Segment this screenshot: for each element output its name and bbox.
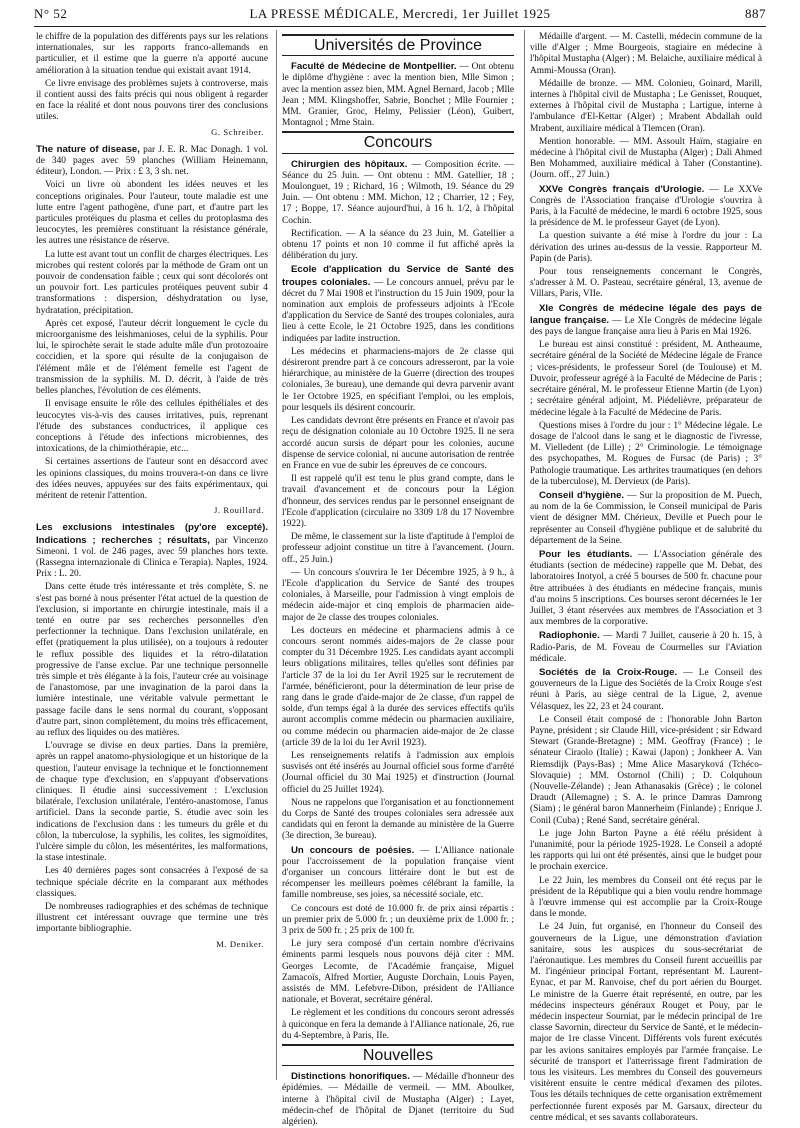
paragraph: Si certaines assertions de l'auteur sont en désaccord avec les opinions classiques, du moins trouvera-t-on dans ce livre des idées neuves, appuyées sur des faits expérimentaux, qui méritent de retenir l'attention. (36, 457, 268, 501)
paragraph: Médaille d'argent. — M. Castelli, médecin commune de la ville d'Alger ; Mme Bourgeois, stagiaire en médecine à l'hôpital Mustapha (Alger) ; M. Belaiche, auxiliaire médical à Ammi-Moussa (Oran). (530, 32, 762, 76)
column-divider (524, 30, 525, 1080)
subheading: Ecole d'application du Service de Santé des troupes coloniales. (282, 264, 514, 288)
paragraph: Le bureau est ainsi constitué : président, M. Antheaume, secrétaire général de la Société de Médecine légale de France ; vices-présidents, le professeur Sorel (de Toulouse) et M. Duvoir, professeur agrégé à la Faculté de Médecine de Paris ; secrétaire général, M. le professeur Etienne Martin (de Lyon) ; secrétaire général adjoint, M. Piédelièvre, préparateur de médecine légale à la Faculté de Médecine de Paris. (530, 340, 762, 418)
paragraph: Dans cette étude très intéressante et très complète, S. ne s'est pas borné à nous présenter l'état actuel de la question de l'exclusion, si importante en chirurgie intestinale, mais il a tenté en outre par ses recherches personnelles d'en perfectionner la technique. Dans l'exclusion unilatérale, en effet (pratiquement la plus utilisée), on a toujours à redouter le reflux possible des liquides et la rétro-dilatation progressive de l'anse exclue. Par une technique personnelle très simple et très élégante à la fois, l'auteur crée au voisinage de l'anastomose, par une invagination de la paroi dans la lumière intestinale, une véritable valvule permettant le passage facile dans le sens normal du courant, s'opposant d'autre part, sinon complètement, du moins très efficacement, au reflux des liquides ou des matières. (36, 582, 268, 738)
column-2 (282, 32, 515, 1128)
column-divider (276, 30, 277, 1080)
subheading: XIe Congrès de médecine légale des pays de langue française. (530, 302, 762, 326)
book-title: Les exclusions intestinales (py'ore excepté). Indications ; recherches ; résultats, (36, 522, 268, 546)
journal-title: LA PRESSE MÉDICALE, Mercredi, 1er Juillet 1925 (249, 6, 551, 21)
subheading: Sociétés de la Croix-Rouge. (539, 666, 678, 678)
signature: M. Deniker. (216, 938, 264, 949)
section-title: Concours (282, 131, 514, 153)
page-header (34, 6, 766, 24)
paragraph: Voici un livre où abondent les idées neuves et les conceptions originales. Pour l'auteur, toute maladie est une lutte entre l'agent pathogène, d'une part, et d'autre part les particules protéiques du plasma et celles du protoplasma des leucocytes, les premières constituant la résistance générale, les autres une résistance de réserve. (36, 180, 268, 247)
subheading: Pour les étudiants. (539, 548, 633, 560)
paragraph: Ce livre envisage des problèmes sujets à controverse, mais il contient aussi des faits précis qui nous obligent à regarder en face la réalité et dont nous pouvons tirer des conclusions utiles. (36, 78, 268, 123)
paragraph: Ecole d'application du Service de Santé des troupes coloniales. — Le concours annuel, prévu par le décret du 7 Mai 1908 et l'instruction du 15 Juin 1909, pour la nomination aux emplois de professeurs adjoints à l'Ecole d'application du Service de Santé des troupes coloniales, aura lieu à cette Ecole, le 21 Octobre 1925, dans les conditions indiquées par ladite instruction. (282, 264, 514, 344)
paragraph: Le juge John Barton Payne a été réélu président à l'unanimité, pour la période 1925-1928. Le Conseil a adopté les rapports qui lui ont été présentés, ainsi que le budget pour le prochain exercice. (530, 828, 762, 873)
paragraph: — Un concours s'ouvrira le 1er Décembre 1925, à 9 h., à l'Ecole d'application du Service de Santé des troupes coloniales, à Marseille, pour l'admission à vingt emplois de médecin aide-major et cinq emplois de pharmacien aide-major de 2e classe des troupes coloniales. (282, 567, 514, 623)
paragraph: Un concours de poésies. — L'Alliance nationale pour l'accroissement de la population française vient d'organiser un concours littéraire dont le but est de récompenser les meilleurs poèmes célébrant la famille, la famille nombreuse, ses joies, sa nécessité sociale, etc. (282, 844, 514, 901)
subheading: Distinctions honorifiques. (291, 1071, 410, 1083)
paragraph: Les renseignements relatifs à l'admission aux emplois susvisés ont été insérés au Journal officiel sous forme d'arrêté (Journal officiel du 30 Mai 1925) et d'instruction (Journal officiel du 25 Juillet 1924). (282, 750, 514, 795)
paragraph: Après cet exposé, l'auteur décrit longuement le cycle du microorganisme des leishmanioses, celui de la syphilis. Pour lui, le spirochète serait le stade adulte mâle d'un protozoaire coccidien, et la spore qui résulte de la conjugaison de l'élément mâle et de l'élément femelle est l'agent de transmission de la syphilis. M. D. décrit, à l'aide de très belles planches, l'évolution de ces éléments. (36, 318, 268, 397)
paragraph: le chiffre de la population des différents pays sur les relations internationales, sur les rapports franco-allemands en particulier, et il estime que la guerre n'a apporté aucune amélioration à la situation tendue qui existait avant 1914. (36, 32, 268, 76)
paragraph: Il est rappelé qu'il est tenu le plus grand compte, dans le travail d'avancement et de concours pour la Légion d'honneur, des services rendus par le personnel enseignant de l'Ecole d'application (circulaire no 3309 1/8 du 17 Novembre 1922). (282, 474, 514, 529)
subheading: Radiophonie. (539, 630, 600, 642)
header-rule (34, 26, 766, 27)
subheading: Un concours de poésies. (291, 844, 415, 856)
paragraph: Sociétés de la Croix-Rouge. — Le Conseil des gouverneurs de la Ligue des Sociétés de la Croix Rouge s'est réuni à Paris, au siège central de la Ligue, 2, avenue Vélasquez, les 22, 23 et 24 courant. (530, 666, 762, 712)
paragraph: Le Conseil était composé de : l'honorable John Barton Payne, président ; sir Claude Hill, vice-président ; sir Edward Stewart (Grande-Bretagne) ; MM. Geoffray (France) ; le sénateur Ciraolo (Italie) ; Kawai (Japon) ; Jonkheer A. Van Riemsdijk (Pays-Bas) ; Mme Alice Masaryková (Tchéco-Slovaquie) ; MM. Ostornol (Chili) ; D. Colquhoun (Nouvelle-Zélande) ; Jean Athanasakis (Grèce) ; le colonel Draudt (Allemagne) ; S. A. le prince Damras Damrong (Siam) ; le général baron Mannerheim (Finlande) ; Enrique J. Conil (Cuba) ; René Sand, secrétaire général. (530, 714, 762, 826)
section-title: Nouvelles (282, 1044, 514, 1066)
subheading: Conseil d'hygiène. (539, 489, 625, 501)
paragraph: Les 40 dernières pages sont consacrées à l'exposé de sa technique spéciale décrite en la comparant aux méthodes classiques. (36, 866, 268, 899)
paragraph: Les médecins et pharmaciens-majors de 2e classe qui désireront prendre part à ce concours adresseront, par la voie hiérarchique, au ministère de la Guerre (direction des troupes coloniales, 3e bureau), une demande qui devra parvenir avant le 1er Octobre 1925, en spécifiant l'emploi, ou les emplois, pour lesquels ils désirent concourir. (282, 346, 514, 413)
paragraph: Pour les étudiants. — L'Association générale des étudiants (section de médecine) rappelle que M. Debat, des laboratoires Inotyol, a créé 5 bourses de 500 fr. chacune pour être attribuées à des étudiants en médecine français, munis d'au moins 5 inscriptions. Ces bourses seront décernées le 1er Juillet, 3 étant réservées aux membres de l'Association et 3 aux membres de la corporative. (530, 548, 762, 628)
book-title: The nature of disease, (36, 143, 140, 155)
paragraph: Faculté de Médecine de Montpellier. — Ont obtenu le diplôme d'hygiène : avec la mention bien, Mlle Simon ; avec la mention assez bien, MM. Agnel Bernard, Jacob ; Mlle Jean ; MM. Klingshoffer, Sabrie, Bonchet ; Mlle Fournier ; MM. Granier, Groc, Helmy, Pelissier (Léon), Guibert, Montagnol ; Mme Stain. (282, 61, 514, 129)
paragraph: Le 22 Juin, les membres du Conseil ont été reçus par le président de la République qui a bien voulu rendre hommage à l'œuvre immense qui est accomplie par la Croix-Rouge dans le monde. (530, 875, 762, 920)
paragraph: Les candidats devront être présents en France et n'avoir pas reçu de désignation coloniale au 10 Octobre 1925. Il ne sera accordé aucun sursis de départ pour les colonies, aucune dispense de service colonial, ni aucune autorisation de rentrée en France en vue de subir les épreuves de ce concours. (282, 416, 514, 471)
page-number: 887 (745, 6, 766, 21)
paragraph: Les docteurs en médecine et pharmaciens admis à ce concours seront nommés aides-majors de 2e classe pour compter du 31 Décembre 1925. Les candidats ayant accompli leurs obligations militaires, telles qu'elles sont définies par l'article 37 de la loi du 1er Avril 1925 sur le recrutement de l'armée, bénéficieront, pour la détermination de leur prise de rang dans le grade d'aide-major de 2e classe, d'un rappel de solde, d'un temps égal à la durée des services effectifs qu'ils auront accomplis comme médecin ou pharmacien auxiliaire, ou comme médecin ou pharmacien aide-major de 2e classe (article 39 de la loi du 1er Avril 1923). (282, 625, 514, 748)
subheading: Chirurgien des hôpitaux. (291, 158, 408, 170)
book-details: par Vincenzo Simeoni. 1 vol. de 246 pages, avec 59 planches hors texte. (Rassegna internazionale di Clinica e Terapia). Naples, 1924. Prix : L. 20. (36, 535, 268, 580)
paragraph: Ce concours est doté de 10.000 fr. de prix ainsi répartis : un premier prix de 5.000 fr. ; un deuxième prix de 1.000 fr. ; 3 prix de 500 fr. ; 25 prix de 100 fr. (282, 903, 514, 937)
paragraph: Le jury sera composé d'un certain nombre d'écrivains éminents parmi lesquels nous pouvons déjà citer : MM. Georges Lecomte, de l'Académie française, Miguel Zamacoïs, Alfred Mortier, Auguste Dorchain, Louis Payen, assistés de MM. Lefebvre-Dibon, président de l'Alliance nationale, et Boverat, secrétaire général. (282, 939, 514, 1006)
paragraph: Le 24 Juin, fut organisé, en l'honneur du Conseil des gouverneurs de la Ligue, une démonstration d'aviation sanitaire, sous les auspices du sous-secrétariat de l'aéronautique. Les membres du Conseil furent accueillis par M. l'ingénieur principal Fortant, représentant M. Laurent-Eynac, et par M. Ranvoise, chef du port aérien du Bourget. Le ministre de la Guerre était représenté, en outre, par les médecins inspecteurs généraux Rouget et Pouy, par le médecin inspecteur Sourniat, par le médecin principal de 1re classe Savornin, directeur du Service de Santé, et le médecin-major de 1re classe Vincent. Différents vols furent exécutés par les avions sanitaires employés par l'armée française. Le sécurité de transport et l'atterrissage firent l'admiration de tous les visiteurs. Les membres du Conseil des gouverneurs visitèrent ensuite le centre médical d'examen des pilotes. Tous les détails techniques de cette organisation extrêmement perfectionnée furent exposés par M. Garsaux, directeur du centre médical, et ses savants collaborateurs. (530, 922, 762, 1123)
subheading: XXVe Congrès français d'Urologie. (539, 183, 705, 195)
paragraph: Distinctions honorifiques. — Médaille d'honneur des épidémies. — Médaille de vermeil. — MM. Aboulker, interne à l'hôpital civil de Mustapha (Alger) ; Layet, médecin-chef de l'hôpital de Djanet (territoire du Sud algérien). (282, 1071, 515, 1128)
paragraph: Chirurgien des hôpitaux. — Composition écrite. — Séance du 25 Juin. — Ont obtenu : MM. Gatellier, 18 ; Moulonguet, 19 ; Richard, 16 ; Wilmoth, 19. Séance du 29 Juin. — Ont obtenu : MM. Michon, 12 ; Charrier, 12 ; Fey, 17 ; Boppe, 17. Séance aujourd'hui, à 16 h. 1/2, à l'hôpital Cochin. (282, 158, 514, 226)
paragraph: Conseil d'hygiène. — Sur la proposition de M. Puech, au nom de la 6e Commission, le Conseil municipal de Paris vient de désigner MM. Chérieux, Deville et Puech pour le représenter au Conseil d'hygiène publique et de salubrité du département de la Seine. (530, 489, 762, 546)
paragraph: Pour tous renseignements concernant le Congrès, s'adresser à M. O. Pasteau, secrétaire général, 13, avenue de Villars, Paris, VIIe. (530, 267, 762, 300)
paragraph: La question suivante a été mise à l'ordre du jour : La dérivation des urines au-dessus de la vessie. Rapporteur M. Papin (de Paris). (530, 231, 762, 264)
paragraph: Nous ne rappelons que l'organisation et au fonctionnement du Corps de Santé des troupes coloniales sera adressée aux candidats qui en feront la demande au ministère de la Guerre (3e direction, 3e bureau). (282, 797, 514, 842)
paragraph: XXVe Congrès français d'Urologie. — Le XXVe Congrès de l'Association française d'Urologie s'ouvrira à Paris, à la Faculté de médecine, le mardi 6 octobre 1925, sous la présidence de M. le professeur Gayet (de Lyon). (530, 183, 762, 229)
column-1 (36, 32, 268, 1078)
paragraph: Médaille de bronze. — MM. Colonieu, Goinard, Marill, internes à l'hôpital civil de Mustapha ; Le Genisset, Rouquet, externes à l'hôpital civil de Mustapha ; Lartigue, interne à l'ambulance d'El-Kettar (Alger) ; Mrabent Abdallah ould Mrabent, auxiliaire médical à Tlemcen (Oran). (530, 78, 762, 134)
paragraph: De même, le classement sur la liste d'aptitude à l'emploi de professeur adjoint constitue un titre à l'avancement. (Journ. off., 25 Juin.) (282, 532, 514, 565)
paragraph: La lutte est avant tout un conflit de charges électriques. Les microbes qui restent colorés par la méthode de Gram ont un pouvoir de condensation faible ; ceux qui sont décolorés ont un pouvoir fort. Les particules protéiques peuvent subir 4 transformations : dispersion, déshydratation ou lyse, hydratation, précipitation. (36, 249, 268, 316)
issue-number: N° 52 (34, 6, 68, 21)
paragraph: De nombreuses radiographies et des schémas de technique illustrent cet intéressant ouvrage que termine une très importante bibliographie. (36, 902, 268, 935)
book-review-heading (36, 144, 268, 179)
column-3 (530, 32, 763, 1123)
paragraph: Il envisage ensuite le rôle des cellules épithéliales et des leucocytes vis-à-vis des causes irritatives, puis, reprenant l'étude des substances conductrices, il applique ces conceptions à l'étude des infections microbiennes, des intoxications, de la chimiothérapie, etc... (36, 399, 268, 455)
paragraph: Rectification. — A la séance du 23 Juin, M. Gatellier a obtenu 17 points et non 10 comme il fut affiché après la délibération du jury. (282, 228, 514, 262)
signature: G. Schreiber. (211, 126, 264, 137)
paragraph: Radiophonie. — Mardi 7 Juillet, causerie à 20 h. 15, à Radio-Paris, de M. Foveau de Courmelles sur l'Aviation médicale. (530, 630, 763, 664)
book-details: par J. E. R. Mac Donagh. 1 vol. de 340 pages avec 59 planches (William Heinemann, éditeur), London. — Prix : £ 3, 3 sh. net. (36, 144, 268, 178)
paragraph: Mention honorable. — MM. Assoult Haïm, stagiaire en médecine à l'hôpital civil de Mustapha (Alger) ; Dali Ahmed Ben Mohammed, auxiliaire médical à Taher (Constantine). (Journ. off., 27 Juin.) (530, 136, 762, 181)
book-review-heading (36, 522, 268, 580)
paragraph: Questions mises à l'ordre du jour : 1° Médecine légale. Le dosage de l'alcool dans le sang et le diagnostic de l'ivresse, M. Vielledent (de Lille) ; 2° Criminologie. Le témoignage des psychopathes, M. Rogues de Fursac (de Paris) ; 3° Pathologie traumatique. Les arthrites traumatiques (en dehors de la tuberculose), M. Dervieux (de Paris). (530, 420, 762, 487)
subheading: Faculté de Médecine de Montpellier. (291, 61, 457, 73)
paragraph: XIe Congrès de médecine légale des pays de langue française. — Le XIe Congrès de médecine légale des pays de langue française aura lieu à Paris en Mai 1926. (530, 302, 762, 338)
paragraph: Le règlement et les conditions du concours seront adressés à quiconque en fera la demande à l'Alliance nationale, 26, rue du 4-Septembre, à Paris, IIe. (282, 1008, 514, 1041)
paragraph: L'ouvrage se divise en deux parties. Dans la première, après un rappel anatomo-physiologique et un historique de la question, l'auteur envisage la technique et le fonctionnement de chaque type d'exclusion, en s'appuyant d'observations cliniques. Il étudie ainsi successivement : L'exclusion bilatérale, l'exclusion unilatérale, l'entéro-anastomose, l'anus artificiel. Dans la seconde partie, S. étudie avec soin les indications de l'exclusion dans : les tumeurs du grêle et du côlon, la tuberculose, la syphilis, les colites, les sigmoïdites, l'ulcère simple du côlon, les mésentérites, les malformations, la stase intestinale. (36, 741, 268, 864)
section-title: Universités de Province (282, 34, 514, 56)
signature: J. Rouillard. (213, 505, 264, 516)
